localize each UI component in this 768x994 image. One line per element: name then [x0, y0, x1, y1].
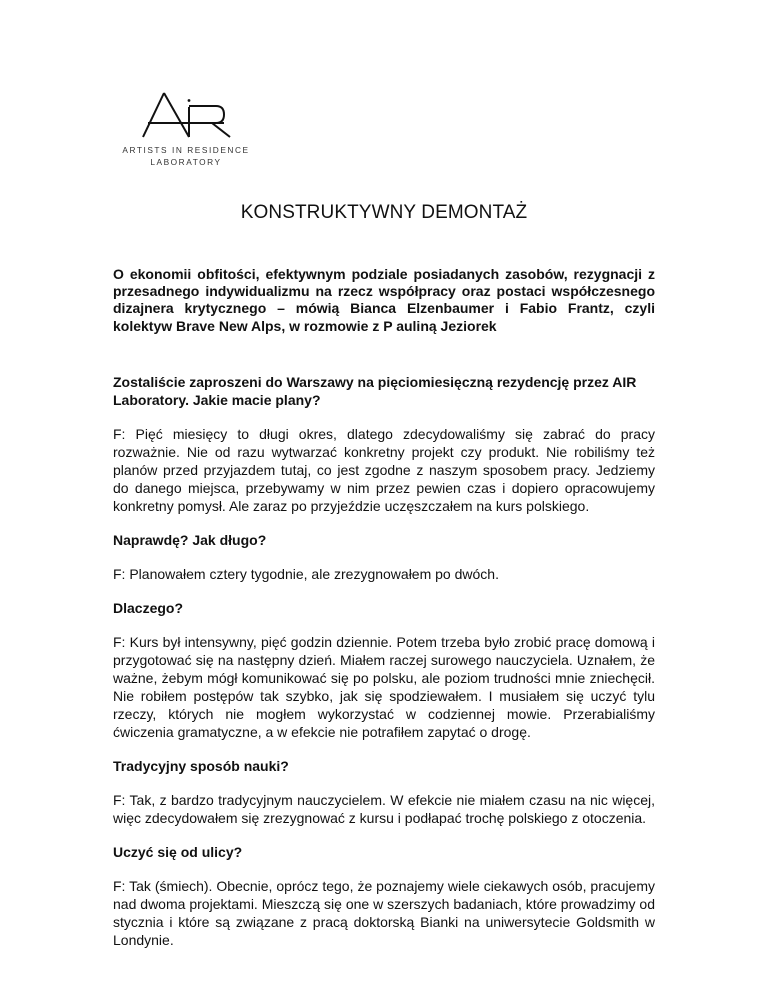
lead-paragraph: O ekonomii obfitości, efektywnym podziale posiadanych zasobów, rezygnacji z przesadnego indywidualizmu na rzecz współpracy oraz postaci współczesnego dizajnera krytycznego – mówią Bianca Elzenbaumer i Fabio Frantz, czyli kolektyw Brave New Alps, w rozmowie z P auliną Jeziorek	[113, 266, 655, 334]
document-body	[113, 266, 655, 949]
interview-answer: F: Tak (śmiech). Obecnie, oprócz tego, że poznajemy wiele ciekawych osób, pracujemy nad dwoma projektami. Mieszczą się one w szerszych badaniach, które prowadzimy od stycznia i które są związane z pracą doktorską Bianki na uniwersytecie Goldsmith w Londynie.	[113, 877, 655, 948]
interview-question: Tradycyjny sposób nauki?	[113, 757, 289, 774]
air-logo-mark-icon	[112, 88, 262, 144]
logo-text-laboratory: LABORATORY	[150, 157, 222, 167]
interview-question: Naprawdę? Jak długo?	[113, 531, 267, 548]
document-title: KONSTRUKTYWNY DEMONTAŻ	[240, 202, 528, 223]
interview-question: Zostaliście zaproszeni do Warszawy na pięciomiesięczną rezydencję przez AIR Laboratory. Jakie macie plany?	[113, 373, 637, 408]
interview-question: Dlaczego?	[113, 599, 184, 616]
air-laboratory-logo	[112, 88, 262, 170]
interview-answer: F: Kurs był intensywny, pięć godzin dziennie. Potem trzeba było zrobić pracę domową i przygotować się na następny dzień. Miałem raczej surowego nauczyciela. Uznałem, że ważne, żebym mógł komunikować się po polsku, ale poziom trudności mnie zniechęcił. Nie robiłem postępów tak szybko, jak się spodziewałem. I musiałem się uczyć tylu rzeczy, których nie mogłem wykorzystać w codziennej mowie. Przerabialiśmy ćwiczenia gramatyczne, a w efekcie nie potrafiłem zapytać o drogę.	[113, 633, 655, 740]
interview-answer: F: Tak, z bardzo tradycyjnym nauczycielem. W efekcie nie miałem czasu na nic więcej, więc zdecydowałem się zrezygnować z kursu i podłapać trochę polskiego z otoczenia.	[113, 791, 655, 826]
interview-question: Uczyć się od ulicy?	[113, 843, 243, 860]
logo-text-artists-in-residence: ARTISTS IN RESIDENCE	[122, 145, 250, 155]
interview-answer: F: Planowałem cztery tygodnie, ale zrezygnowałem po dwóch.	[113, 565, 499, 582]
interview-answer: F: Pięć miesięcy to długi okres, dlatego zdecydowaliśmy się zabrać do pracy rozważnie. Nie od razu wytwarzać konkretny projekt czy produkt. Nie robiliśmy też planów przed przyjazdem tutaj, co jest zgodne z naszym sposobem pracy. Jedziemy do danego miejsca, przebywamy w nim przez pewien czas i dopiero opracowujemy konkretny pomysł. Ale zaraz po przyjeździe uczęszczałem na kurs polskiego.	[113, 425, 655, 514]
